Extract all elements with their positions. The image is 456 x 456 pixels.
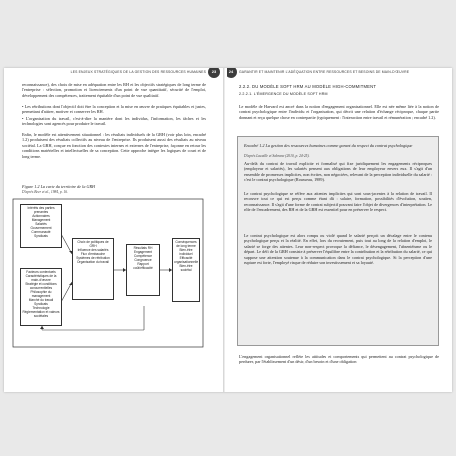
left-page: [6, 68, 220, 392]
encadre-box: [237, 136, 439, 346]
right-intro-text: Le modèle de Harvard est ancré dans la notion d'engagement organisationnel. Elle est née même liée à la notion de contrat psychologique entre l'individu et l'organisation, qui décrit une relation d'échange réciproque, chaque partie donnant et reçu quelque chose en contrepartie (typiquement : l'interaction entre travail et rémunération ; encadré 1.2).: [239, 104, 439, 120]
book-gutter: [223, 68, 225, 392]
left-paragraph-2: Enfin, le modèle est attentivement situationnel : les résultats individuels de la GRH (voir plus loin, encadré 1.2) produisent des résultats collectifs au niveau de l'entreprise. Ils produisent aussi des résultats au niveau sociétal. La GRH, conçue en fonction des contextes internes et externes de l'entreprise, façonne en retour les conditions matérielles et intellectuelles de sa conception. Cette approche intègre les logiques de court et de long terme.: [22, 132, 206, 159]
box-title: Encadré 1.2 La gestion des ressources humaines comme garant du respect du contrat psychologique: [244, 143, 413, 148]
subsection-title: 2.2.2.1. L'ÉMERGENCE DU MODÈLE SOFT HRM: [239, 92, 328, 96]
box-situational-factors: Facteurs contextuels Caractéristiques de la main-d'œuvre Stratégie et conditions concurrentielles Philosophie du management Marché du travail Syndicats Technologie Réglementation et valeurs sociétales: [20, 268, 62, 326]
right-page: [227, 68, 449, 392]
right-running-head: GARANTIR ET MAINTENIR L'ADÉQUATION ENTRE RESSOURCES ET BESOINS DE MAIN-D'ŒUVRE: [239, 70, 410, 74]
section-title: 2.2.2. DU MODÈLE SOFT HRM AU MODÈLE HIGH-COMMITMENT: [239, 84, 377, 89]
box-hrm-policy-choices: Choix de politiques de GRH Influence des salariés Flux d'embauche Systèmes de rétribution Organisation du travail: [72, 238, 114, 300]
grh-territory-diagram: [12, 198, 204, 348]
left-bullet-retributions: • Les rétributions dont l'objectif doit être la conception et la mise en œuvre de pratiques équitables et justes, permettant d'attirer, motiver et conserver les RH.: [22, 104, 206, 115]
figure-title: Figure 1.2 La carte du territoire de la GRH: [22, 184, 96, 189]
box-paragraph-3: Le contrat psychologique est alors rompu ou violé quand le salarié perçoit un décalage entre le contenu psychologique perçu et la réalité. En effet, lors du recrutement, puis tout au long de la relation d'emploi, le salarié se forge des attentes. Leur non-respect provoque la défiance, le désengagement, l'absentéisme ou le départ. Le défi de la GRH consiste à préserver l'équilibre entre la contribution et la rétribution du salarié, ce qui suppose une attention soutenue à la communication dans le contrat psychologique. Si la perception d'une rupture est forte, l'employé risque de réduire son investissement et sa loyauté.: [244, 233, 432, 266]
box-long-term-consequences: Conséquences de long terme Bien-être individuel Efficacité organisationnelle Bien-être sociétal: [172, 238, 200, 302]
box-paragraph-2: Le contrat psychologique se réfère aux attentes implicites qui sont sous-jacentes à la relation de travail. Il recouvre tout ce qui est perçu comme étant dû : salaire, formation, possibilités d'évolution, soutien, reconnaissance. Il s'agit d'une forme de contrat subjectif pouvant faire l'objet de divergences d'interprétation. Le rôle de l'encadrement, des RH et de la GRH est essentiel pour en préserver le respect.: [244, 191, 432, 213]
figure-source: D'après Beer et al., 1984, p. 16.: [22, 190, 68, 194]
left-running-head: LES ENJEUX STRATÉGIQUES DE LA GESTION DES RESSOURCES HUMAINES: [70, 70, 206, 74]
left-bullet-organisation: • L'organisation du travail, c'est-à-dire la manière dont les individus, l'information, les tâches et les technologies sont agencés pour produire le travail.: [22, 116, 206, 127]
left-page-number: 23: [208, 68, 220, 78]
box-hr-outcomes: Résultats RH Engagement Compétence Congruence Rapport coût/efficacité: [126, 244, 160, 296]
right-outro-text: L'engagement organisationnel reflète les attitudes et comportements qui permettent au contrat psychologique de perdurer, par l'établissement d'un désir, d'un besoin et d'une obligation: [239, 354, 439, 365]
left-intro-text: reconnaissance), des choix de mise en adéquation entre les RH et les objectifs stratégiques de long terme de l'entreprise : sélection, promotion et licenciements d'un point de vue quantitatif, sécurité de l'emploi, développement des compétences, traitement équitable d'un point de vue qualitatif.: [22, 82, 206, 98]
box-source: D'après Lacaille et Sabrane (2010, p. 24-25).: [244, 154, 310, 158]
box-paragraph-1: Au-delà du contrat de travail explicite et formalisé qui fixe juridiquement les engagements réciproques (employeur et salariés), les salariés pensent aux obligations de leur employeur envers eux. Il s'agit d'un ensemble de promesses implicites, non écrites, non négociées, relevant de la perception individuelle du salarié : c'est le contrat psychologique (Rousseau, 1989).: [244, 161, 432, 183]
right-page-number: 24: [227, 68, 237, 78]
box-stakeholder-interests: Intérêts des parties prenantes Actionnaires Management Salariés Gouvernement Communauté Syndicats: [20, 204, 62, 248]
